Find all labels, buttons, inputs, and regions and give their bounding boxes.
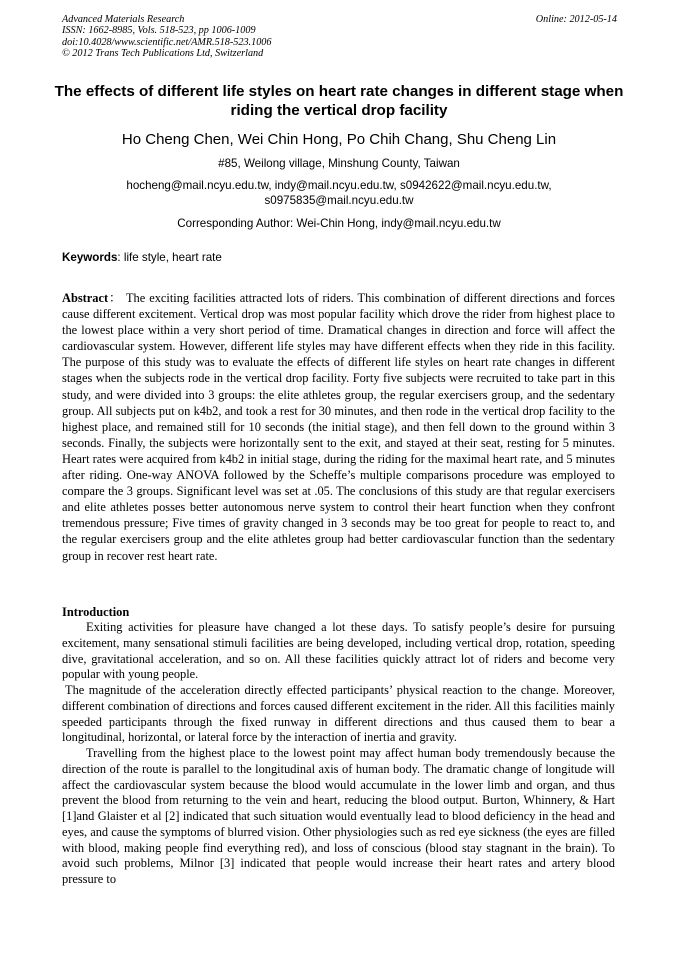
online-date: Online: 2012-05-14 [535,14,617,25]
keywords-text: : life style, heart rate [117,251,222,264]
author-emails: hocheng@mail.ncyu.edu.tw, indy@mail.ncyu.edu.tw, s0942622@mail.ncyu.edu.tw, s0975835@mail.ncyu.edu.tw [126,179,552,207]
keywords-label: Keywords [62,251,118,264]
corresponding-author: Corresponding Author: Wei-Chin Hong, indy@mail.ncyu.edu.tw [177,217,501,230]
introduction-heading: Introduction [62,605,130,619]
intro-paragraph-1: Exiting activities for pleasure have changed a lot these days. To satisfy people’s desire for pursuing excitement, many sensational stimuli facilities are being developed, including vertical drop, rotation, speeding dive, gravitational acceleration, and so on. All these facilities quickly attract lot of riders and become very popular with young people. [62,620,615,682]
journal-name: Advanced Materials Research [62,14,185,25]
abstract-label: Abstract [62,291,109,305]
abstract [62,290,615,564]
journal-header [62,14,617,60]
journal-doi: doi:10.4028/www.scientific.net/AMR.518-523.1006 [62,36,272,48]
abstract-separator: ： [108,291,123,305]
introduction-body [62,620,615,888]
abstract-text: The exciting facilities attracted lots of riders. This combination of different directions and forces cause different excitement. Vertical drop was most popular facility which drove the rider from highest place to the lowest place within a very short period of time. Dramatical changes in direction and force will affect the cardiovascular system. However, different life styles may have different effects when they ride in this facility. The purpose of this study was to evaluate the effects of different life styles on heart rate changes in different stages when the subjects rode in the vertical drop facility. Forty five subjects were recruited to take part in this study, and were divided into 3 groups: the elite athletes group, the regular exercisers group, and the sedentary group. All subjects put on k4b2, and took a rest for 30 minutes, and then rode in the vertical drop facility to the highest place, and remained still for 10 seconds (the initial stage), and then fell down to the ground within 3 seconds. Finally, the subjects were horizontally sent to the exit, and stayed at their seat, resting for 5 minutes. Heart rates were acquired from k4b2 in initial stage, during the riding for the maximal heart rate, and 5 minutes after riding. One-way ANOVA followed by the Scheffe’s multiple comparisons procedure was employed to compare the 3 groups. Significant level was set at .05. The conclusions of this study are that regular exercisers and elite athletes posses better autonomous nerve system to control their heart function when they confront tremendous pressure; Five times of gravity changed in 3 seconds may be too great for people to react to, and the regular exercisers group and the elite athletes group had better cardiovascular function than the sedentary group in recover rest heart rate. [62,291,616,563]
journal-copyright: © 2012 Trans Tech Publications Ltd, Switzerland [62,48,264,60]
intro-paragraph-2: The magnitude of the acceleration directly effected participants’ physical reaction to the change. Moreover, different combination of directions and forces caused different excitement in the rider. All this facilities mainly speeded participants through the fixed runway in different directions and thus caused them to bear a longitudinal, horizontal, or lateral force by the interaction of inertia and gravity. [62,683,615,745]
journal-issn: ISSN: 1662-8985, Vols. 518-523, pp 1006-1009 [62,25,256,37]
affiliation: #85, Weilong village, Minshung County, Taiwan [218,157,460,170]
intro-paragraph-3: Travelling from the highest place to the lowest point may affect human body tremendously because the direction of the route is parallel to the longitudinal axis of human body. The dramatic change of longitude will affect the cardiovascular system because the blood would accumulate in the lower limb and organ, and thus prevent the blood from returning to the vein and heart, reducing the blood output. Burton, Whinnery, & Hart [1]and Glaister et al [2] indicated that such situation would eventually lead to blood deficiency in the head and eyes, and cause the symptoms of blurred vision. Other physiologies such as red eye sickness (the eyes are filled with blood, making people find everything red), and loss of conscious (blood stay stagnant in the brain). To avoid such problems, Milnor [3] indicated that people would increase their heart rates and artery blood pressure to [62,746,615,886]
author-list: Ho Cheng Chen, Wei Chin Hong, Po Chih Chang, Shu Cheng Lin [121,131,557,148]
keywords [62,250,617,265]
paper-title: The effects of different life styles on heart rate changes in different stage when riding the vertical drop facility [54,83,624,119]
